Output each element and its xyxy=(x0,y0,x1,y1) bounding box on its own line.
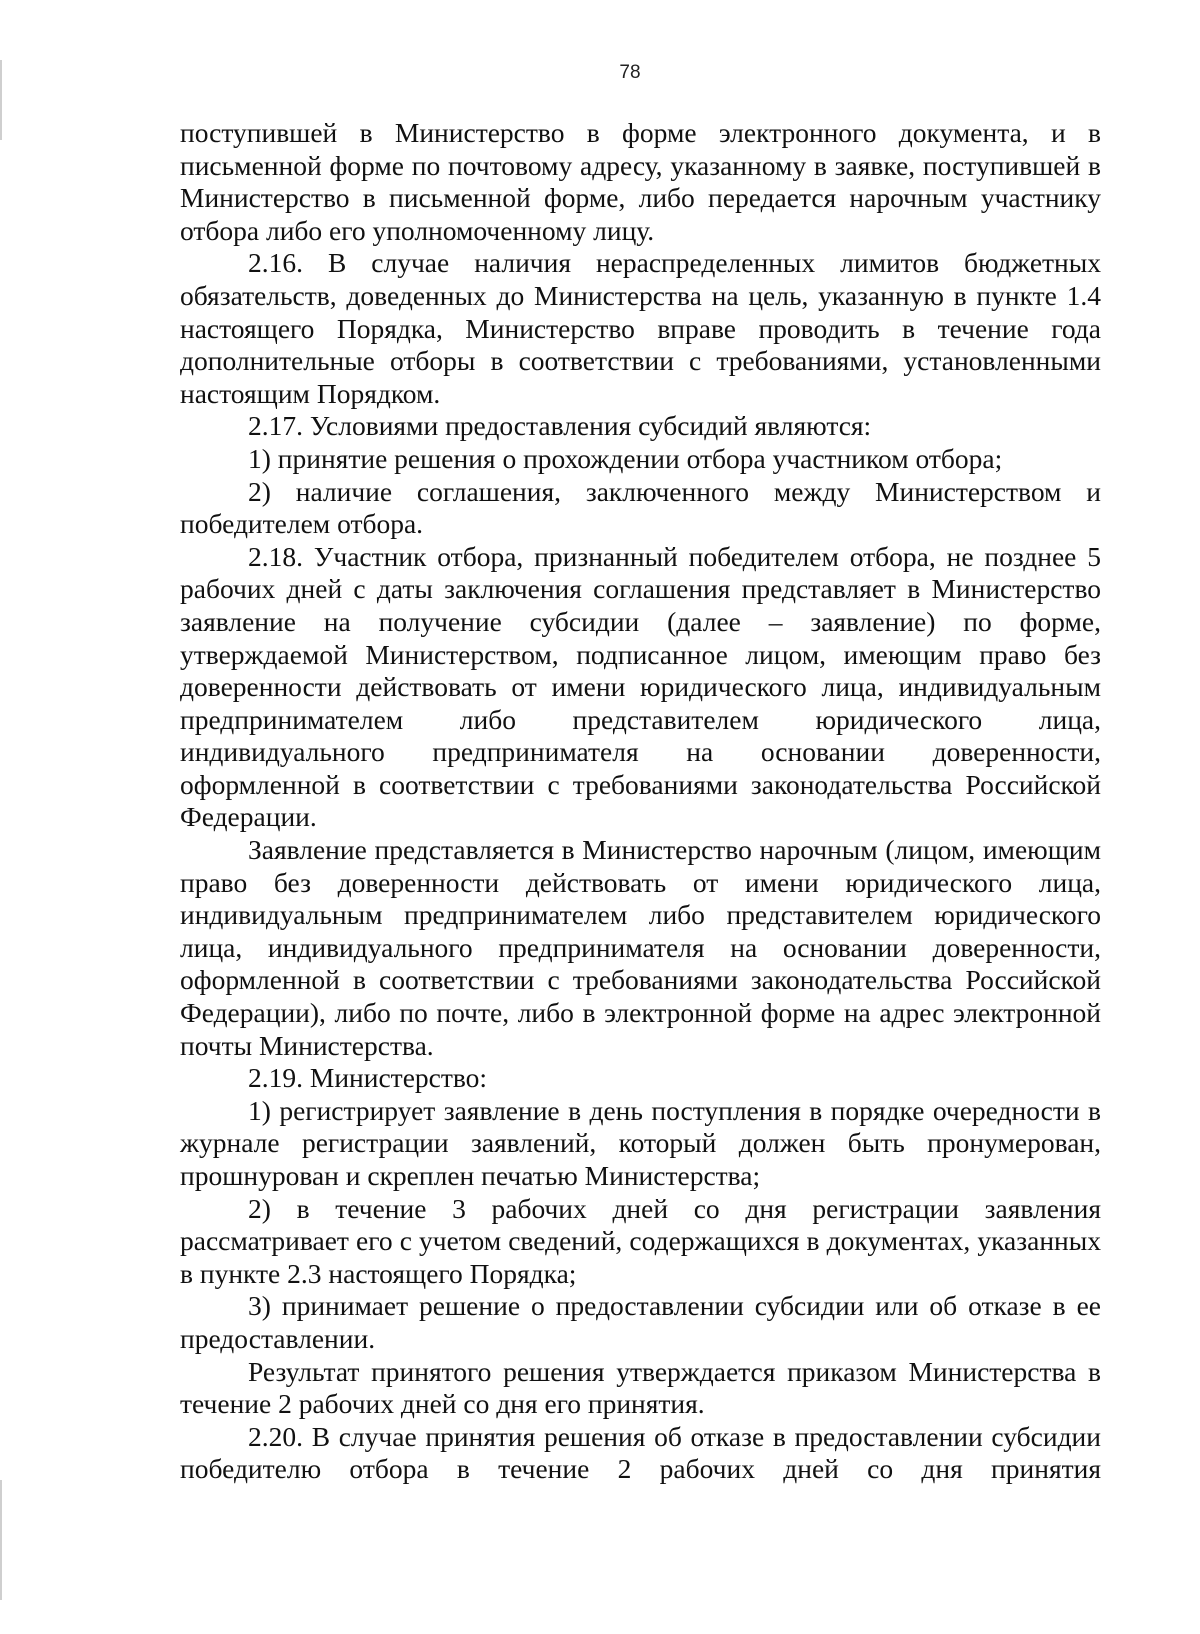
paragraph-2-18: 2.18. Участник отбора, признанный победителем отбора, не позднее 5 рабочих дней с даты заключения соглашения представляет в Министерство заявление на получение субсидии (далее – заявление) по форме, утверждаемой Министерством, подписанное лицом, имеющим право без доверенности действовать от имени юридического лица, индивидуальным предпринимателем либо представителем юридического лица, индивидуального предпринимателя на основании доверенности, оформленной в соответствии с требованиями законодательства Российской Федерации. xyxy=(180,540,1101,833)
page-number: 78 xyxy=(619,62,641,83)
paragraph-2-20: 2.20. В случае принятия решения об отказе в предоставлении субсидии победителю отбора в течение 2 рабочих дней со дня принятия xyxy=(180,1420,1101,1485)
paragraph-decision-result: Результат принятого решения утверждается приказом Министерства в течение 2 рабочих дней со дня его принятия. xyxy=(180,1355,1101,1420)
paragraph-2-19-item-3: 3) принимает решение о предоставлении субсидии или об отказе в ее предоставлении. xyxy=(180,1290,1101,1354)
paragraph-2-19-item-2: 2) в течение 3 рабочих дней со дня регистрации заявления рассматривает его с учетом сведений, содержащихся в документах, указанных в пункте 2.3 настоящего Порядка; xyxy=(180,1192,1101,1289)
scan-edge-mark-bottom xyxy=(0,1480,2,1600)
paragraph-continuation: поступившей в Министерство в форме электронного документа, и в письменной форме по почтовому адресу, указанному в заявке, поступившей в Министерство в письменной форме, либо передается нарочным участнику отбора либо его уполномоченному лицу. xyxy=(180,117,1101,246)
paragraph-2-17: 2.17. Условиями предоставления субсидий являются: xyxy=(248,410,872,442)
paragraph-2-19: 2.19. Министерство: xyxy=(248,1062,488,1094)
paragraph-2-17-item-1: 1) принятие решения о прохождении отбора участником отбора; xyxy=(248,442,1003,474)
paragraph-2-16: 2.16. В случае наличия нераспределенных лимитов бюджетных обязательств, доведенных до Министерства на цель, указанную в пункте 1.4 настоящего Порядка, Министерство вправе проводить в течение года дополнительные отборы в соответствии с требованиями, установленными настоящим Порядком. xyxy=(180,247,1101,409)
paragraph-2-17-item-2: 2) наличие соглашения, заключенного между Министерством и победителем отбора. xyxy=(180,475,1101,540)
document-body xyxy=(180,117,1101,1486)
paragraph-2-19-item-1: 1) регистрирует заявление в день поступления в порядке очередности в журнале регистрации заявлений, который должен быть пронумерован, прошнурован и скреплен печатью Министерства; xyxy=(180,1094,1101,1191)
paragraph-application-submission: Заявление представляется в Министерство нарочным (лицом, имеющим право без доверенности действовать от имени юридического лица, индивидуальным предпринимателем либо представителем юридического лица, индивидуального предпринимателя на основании доверенности, оформленной в соответствии с требованиями законодательства Российской Федерации), либо по почте, либо в электронной форме на адрес электронной почты Министерства. xyxy=(180,834,1101,1061)
